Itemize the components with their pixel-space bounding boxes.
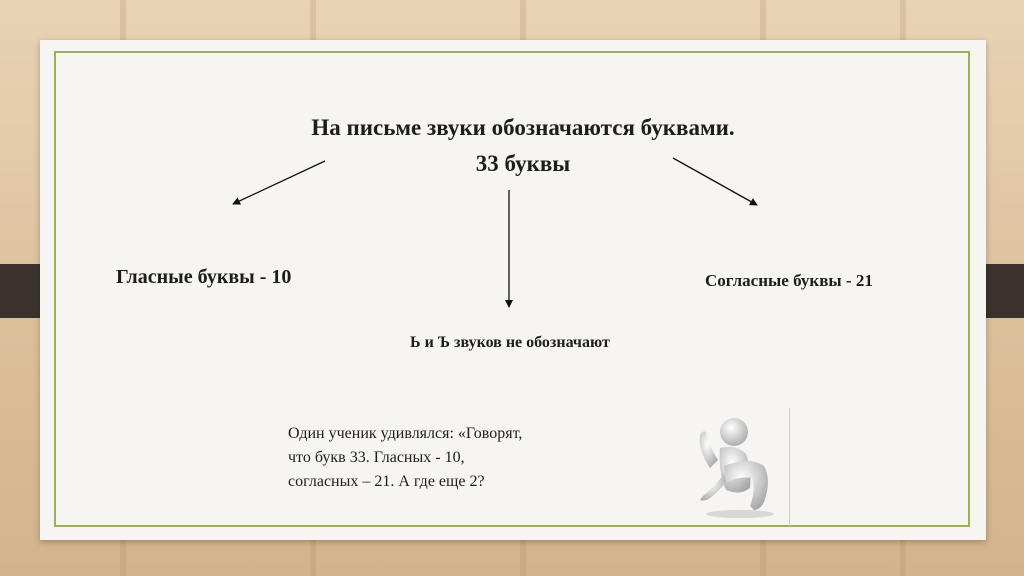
divider-line xyxy=(789,408,790,526)
signs-label: Ь и Ъ звуков не обозначают xyxy=(410,334,610,351)
quote-text xyxy=(288,422,578,494)
quote-line-1: Один ученик удивлялся: «Говорят, xyxy=(288,425,523,442)
title-line-1: На письме звуки обозначаются буквами. xyxy=(311,115,735,140)
thinking-person-icon xyxy=(680,410,780,520)
slide-paper xyxy=(40,40,986,540)
vowels-label: Гласные буквы - 10 xyxy=(116,266,292,288)
quote-line-3: согласных – 21. А где еще 2? xyxy=(288,473,485,490)
quote-line-2: что букв 33. Гласных - 10, xyxy=(288,449,465,466)
arrow-to-consonants xyxy=(673,158,757,205)
title-line-2: 33 буквы xyxy=(475,151,571,176)
consonants-label: Согласные буквы - 21 xyxy=(705,271,873,290)
arrow-to-vowels xyxy=(233,161,325,204)
